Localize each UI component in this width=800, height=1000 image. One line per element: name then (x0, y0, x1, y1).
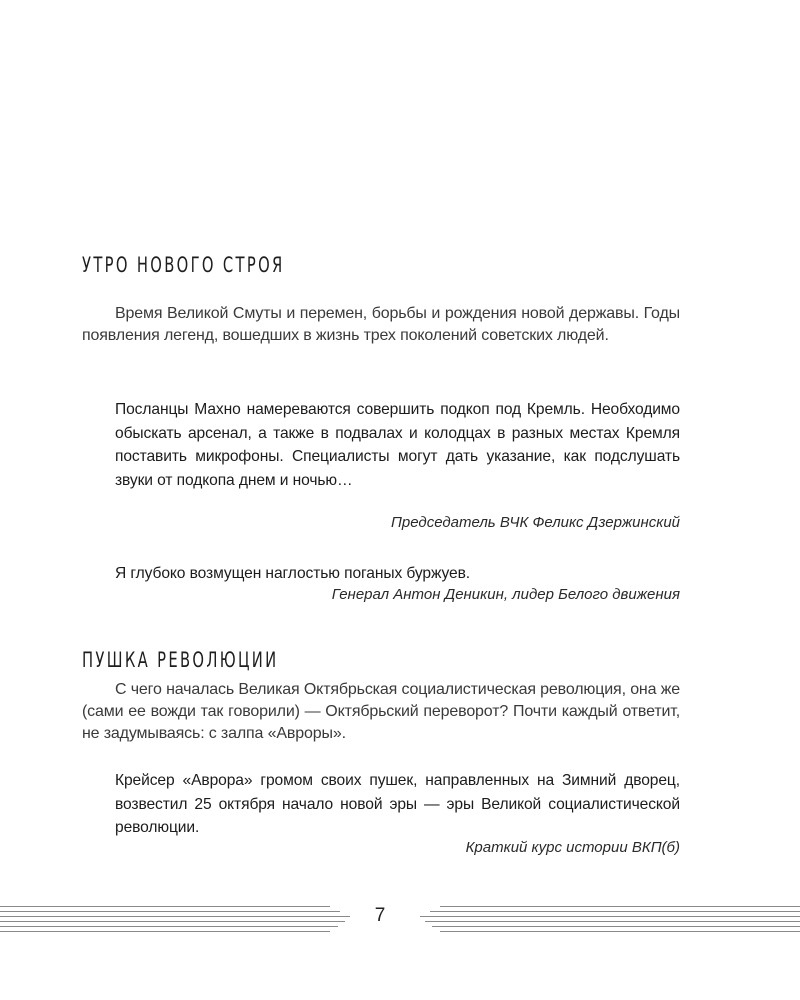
footer-rule-right (410, 906, 800, 936)
quote-author-short-course: Краткий курс истории ВКП(б) (465, 839, 680, 856)
footer-rule-left (0, 906, 330, 936)
page-number: 7 (374, 905, 386, 926)
quote-dzerzhinsky: Посланцы Махно намереваются совершить подкоп под Кремль. Необходимо обыскать арсенал, а также в подвалах и колодцах в разных местах Кремля поставить микрофоны. Специалисты могут дать указание, как подслушать звуки от подкопа днем и ночью… (115, 401, 680, 489)
quote-short-course: Крейсер «Аврора» громом своих пушек, направленных на Зимний дворец, возвестил 25 октября начало новой эры — эры Великой социалистической революции. (115, 772, 680, 836)
section-intro-morning: Время Великой Смуты и перемен, борьбы и рождения новой державы. Годы появления легенд, вошедших в жизнь трех поколений советских людей. (82, 305, 680, 344)
quote-author-dzerzhinsky: Председатель ВЧК Феликс Дзержинский (391, 514, 680, 531)
section-intro-cannon: С чего началась Великая Октябрьская социалистическая революция, она же (сами ее вожди так говорили) — Октябрьский переворот? Почти каждый ответит, не задумываясь: с залпа «Авроры». (82, 681, 680, 742)
quote-author-denikin: Генерал Антон Деникин, лидер Белого движения (331, 586, 680, 603)
section-title-cannon: ПУШКА РЕВОЛЮЦИИ (82, 648, 279, 672)
section-title-morning: УТРО НОВОГО СТРОЯ (82, 253, 285, 277)
quote-denikin: Я глубоко возмущен наглостью поганых буржуев. (115, 565, 470, 582)
